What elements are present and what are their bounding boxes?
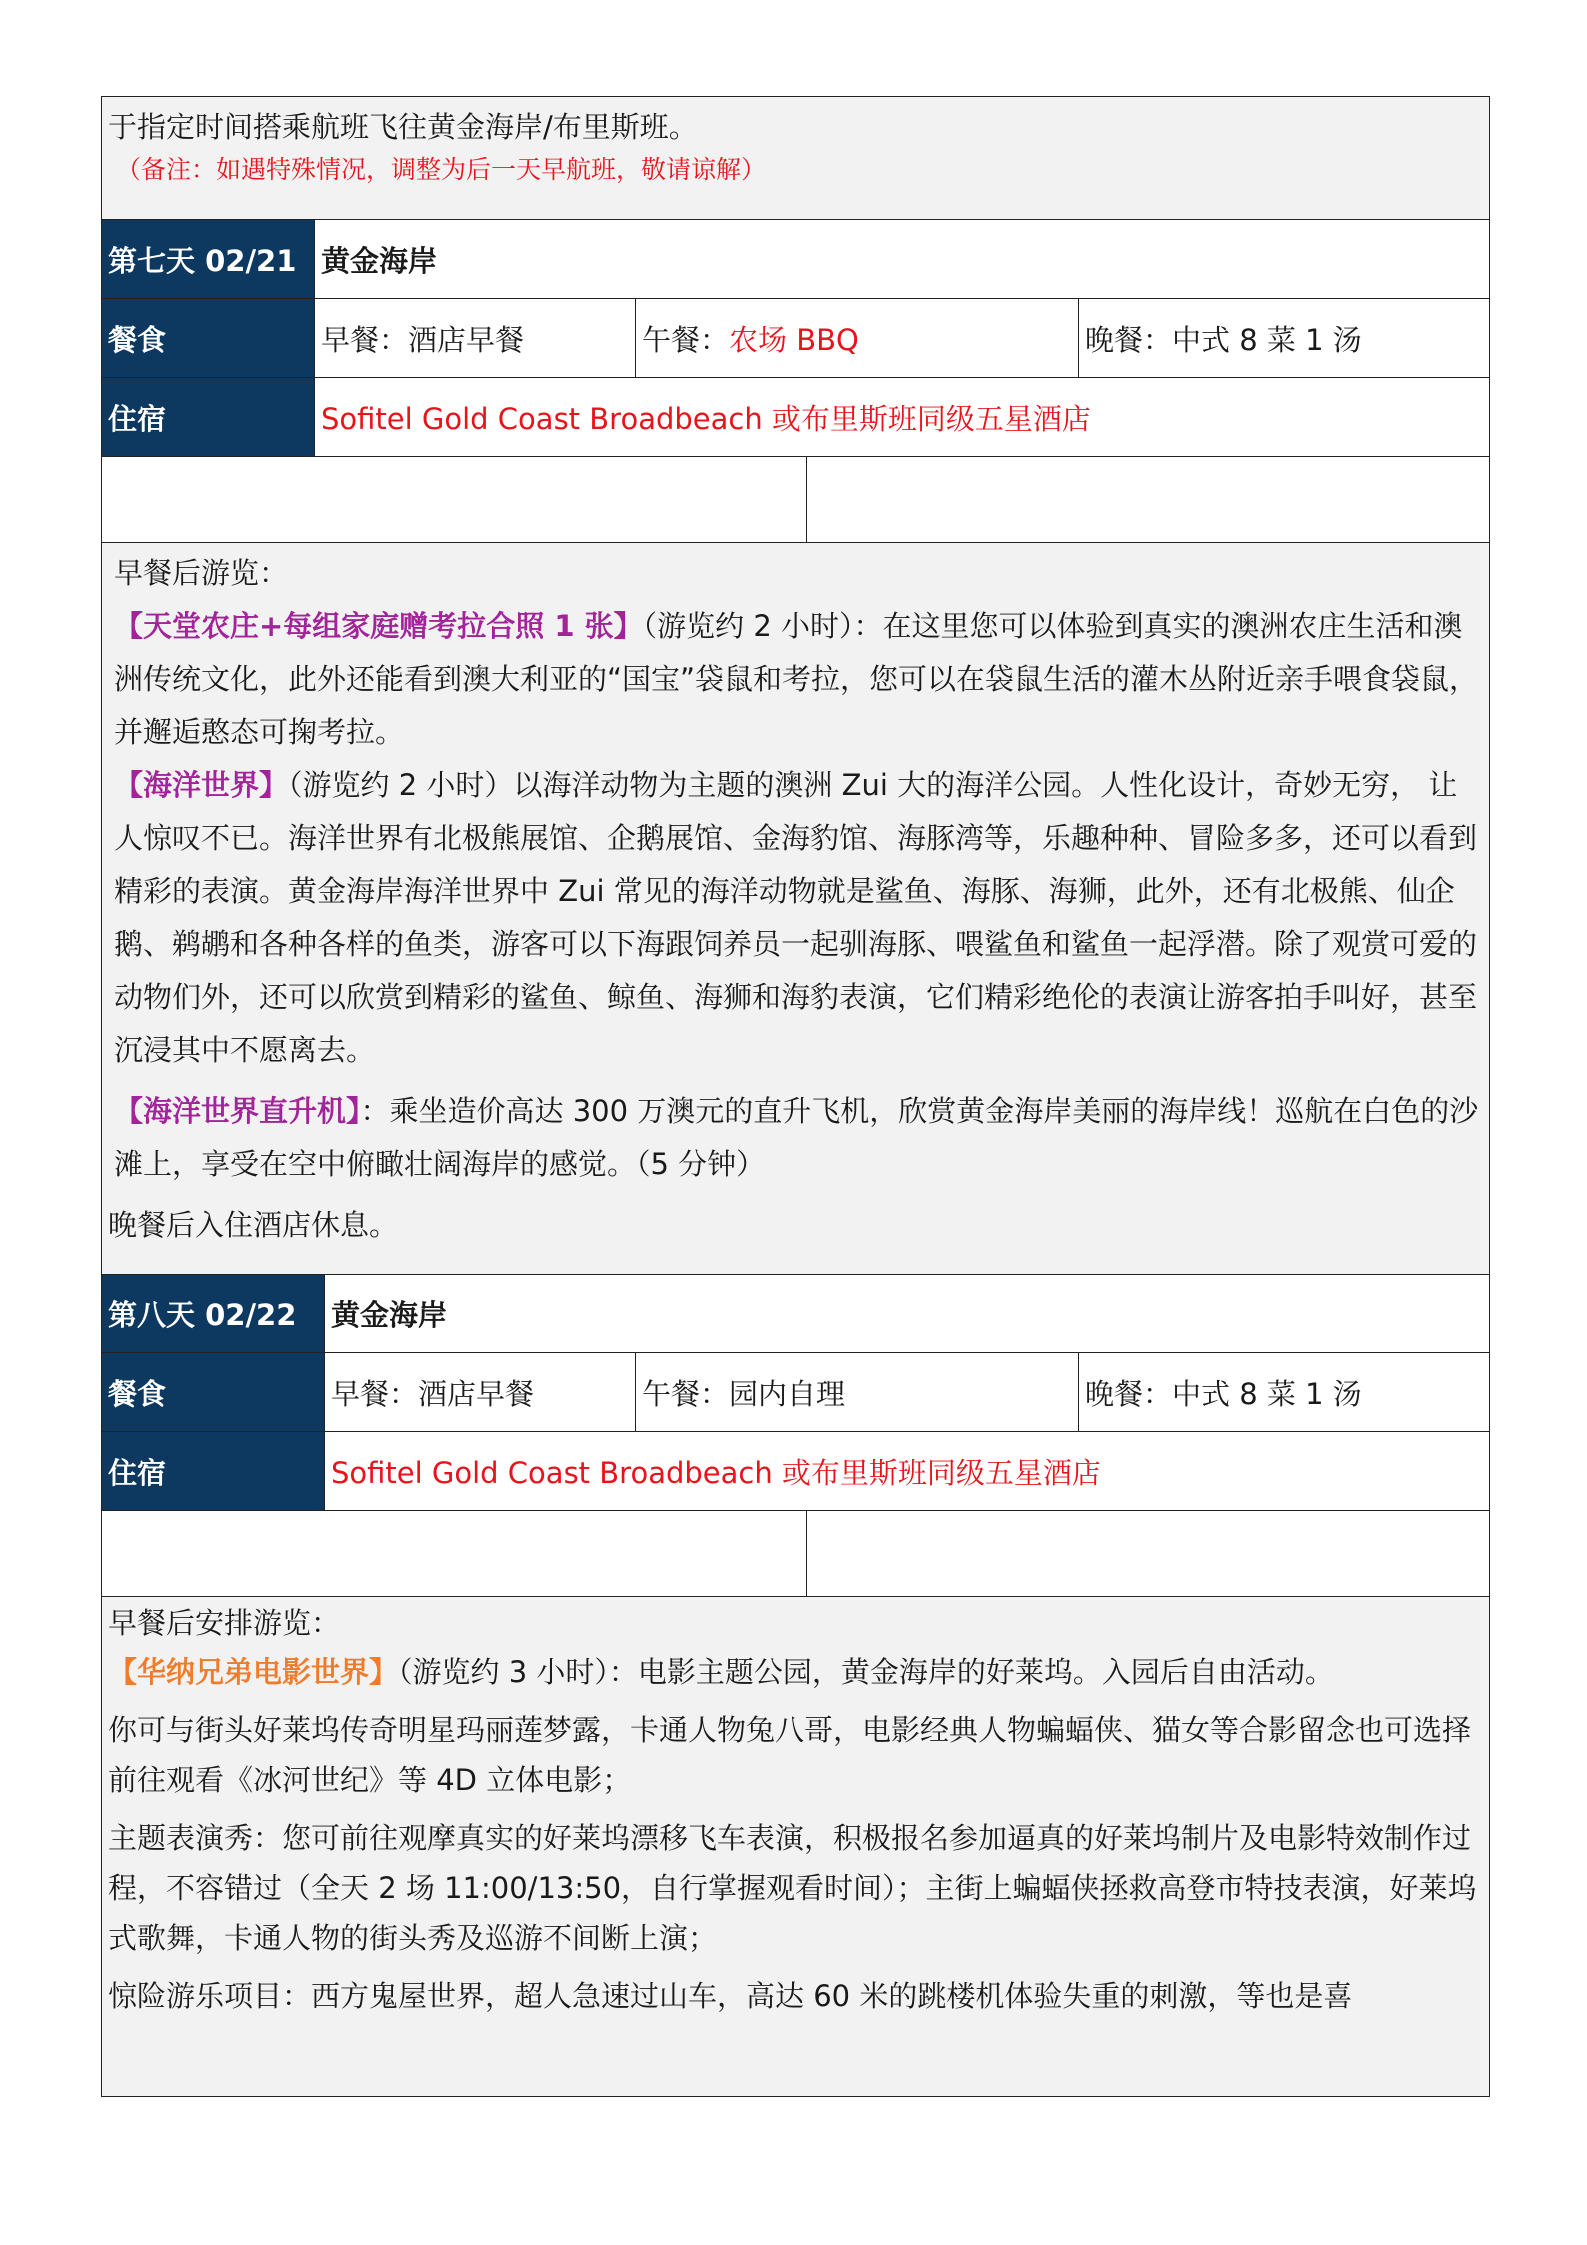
day7-lunch — [635, 299, 1078, 377]
day8-hotel-label: 住宿 — [102, 1432, 324, 1510]
day8-shows: 主题表演秀：您可前往观摩真实的好莱坞漂移飞车表演，积极报名参加逼真的好莱坞制片及电影特效制作过程，不容错过（全天 2 场 11:00/13:50，自行掌握观看时间）；主街上蝙蝠侠拯救高登市特技表演，好莱坞式歌舞，卡通人物的街头秀及巡游不间断上演； — [108, 1821, 1477, 1955]
day7-content — [101, 543, 1490, 1274]
day8-meals-row — [101, 1353, 1490, 1432]
day7-hotel-label: 住宿 — [102, 378, 314, 456]
day8-place: 黄金海岸 — [324, 1275, 1489, 1352]
day7-meals-row — [101, 299, 1490, 378]
day8-rides: 惊险游乐项目：西方鬼屋世界，超人急速过山车，高达 60 米的跳楼机体验失重的刺激，等也是喜 — [108, 1979, 1353, 2013]
day8-section-movieworld — [102, 1647, 1489, 1697]
day8-header-row — [101, 1274, 1490, 1353]
day7-hotel-row — [101, 378, 1490, 457]
intro-note: （备注：如遇特殊情况，调整为后一天早航班，敬请谅解） — [116, 155, 767, 184]
seaworld-title: 【海洋世界】 — [114, 768, 289, 802]
day8-photos: 你可与街头好莱坞传奇明星玛丽莲梦露，卡通人物兔八哥，电影经典人物蝙蝠侠、猫女等合影留念也可选择前往观看《冰河世纪》等 4D 立体电影； — [108, 1713, 1472, 1797]
empty-cell — [102, 1511, 806, 1596]
day7-section-farm — [102, 600, 1489, 759]
day7-title: 第七天 02/21 — [102, 220, 314, 298]
day7-dinner: 晚餐：中式 8 菜 1 汤 — [1078, 299, 1489, 377]
day7-empty-row — [101, 457, 1490, 543]
intro-line: 于指定时间搭乘航班飞往黄金海岸/布里斯班。 — [108, 110, 698, 144]
day7-intro: 早餐后游览： — [114, 556, 289, 590]
empty-cell — [806, 457, 1489, 542]
day7-place: 黄金海岸 — [314, 220, 1489, 298]
day7-end: 晚餐后入住酒店休息。 — [108, 1208, 399, 1242]
day8-content — [101, 1597, 1490, 2097]
day7-meals-label: 餐食 — [102, 299, 314, 377]
day7-lunch-value: 农场 BBQ — [729, 322, 859, 357]
intro-block — [101, 96, 1490, 220]
day8-lunch: 午餐：园内自理 — [635, 1353, 1078, 1431]
day7-lunch-prefix: 午餐： — [642, 322, 730, 357]
day8-meals-label: 餐食 — [102, 1353, 324, 1431]
itinerary-page — [101, 96, 1490, 2097]
day8-dinner: 晚餐：中式 8 菜 1 汤 — [1078, 1353, 1489, 1431]
day8-breakfast: 早餐：酒店早餐 — [324, 1353, 635, 1431]
seaworld-text: （游览约 2 小时）以海洋动物为主题的澳洲 Zui 大的海洋公园。人性化设计，奇妙无穷， 让人惊叹不已。海洋世界有北极熊展馆、企鹅展馆、金海豹馆、海豚湾等，乐趣种种、冒险多多，还可以看到精彩的表演。黄金海岸海洋世界中 Zui 常见的海洋动物就是鲨鱼、海豚、海狮，此外，还有北极熊、仙企鹅、鹈鹕和各种各样的鱼类，游客可以下海跟饲养员一起驯海豚、喂鲨鱼和鲨鱼一起浮潜。除了观赏可爱的动物们外，还可以欣赏到精彩的鲨鱼、鲸鱼、海狮和海豹表演，它们精彩绝伦的表演让游客拍手叫好，甚至沉浸其中不愿离去。 — [114, 768, 1478, 1067]
day8-hotel-row — [101, 1432, 1490, 1511]
day7-section-helicopter — [102, 1085, 1489, 1191]
farm-text: （游览约 2 小时）：在这里您可以体验到真实的澳洲农庄生活和澳洲传统文化，此外还能看到澳大利亚的“国宝”袋鼠和考拉，您可以在袋鼠生活的灌木丛附近亲手喂食袋鼠，并邂逅憨态可掬考拉。 — [114, 609, 1479, 749]
day8-intro: 早餐后安排游览： — [108, 1606, 341, 1640]
day8-hotel: Sofitel Gold Coast Broadbeach 或布里斯班同级五星酒店 — [324, 1432, 1489, 1510]
helicopter-text: ：乘坐造价高达 300 万澳元的直升飞机，欣赏黄金海岸美丽的海岸线！巡航在白色的沙滩上，享受在空中俯瞰壮阔海岸的感觉。（5 分钟） — [114, 1094, 1479, 1181]
day8-title: 第八天 02/22 — [102, 1275, 324, 1352]
helicopter-title: 【海洋世界直升机】 — [114, 1094, 361, 1128]
day7-header-row — [101, 220, 1490, 299]
day7-hotel: Sofitel Gold Coast Broadbeach 或布里斯班同级五星酒店 — [314, 378, 1489, 456]
day8-empty-row — [101, 1511, 1490, 1597]
empty-cell — [102, 457, 806, 542]
farm-title: 【天堂农庄+每组家庭赠考拉合照 1 张】 — [114, 609, 643, 643]
day7-section-seaworld — [102, 759, 1489, 1077]
movieworld-text: （游览约 3 小时）：电影主题公园，黄金海岸的好莱坞。入园后自由活动。 — [398, 1655, 1334, 1689]
movieworld-title: 【华纳兄弟电影世界】 — [108, 1655, 399, 1689]
day7-breakfast: 早餐：酒店早餐 — [314, 299, 635, 377]
empty-cell — [806, 1511, 1489, 1596]
